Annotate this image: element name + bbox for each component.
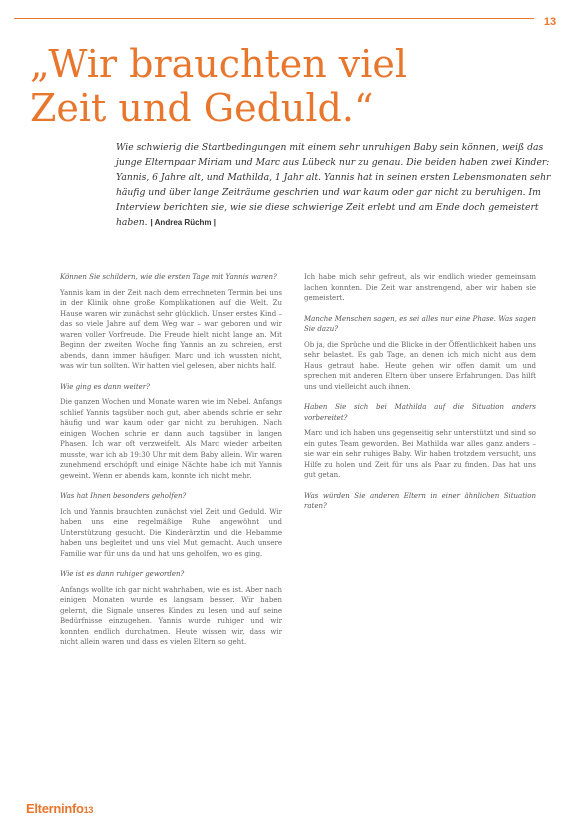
interview-question: Wie ist es dann ruhiger geworden? <box>60 570 185 578</box>
paragraph: Ich habe mich sehr gefreut, als wir endlich wieder gemeinsam lachen konnten. Die Zeit war anstrengend, aber wir haben sie gemeistert. <box>304 273 536 302</box>
footer-logo <box>26 801 93 816</box>
interview-question: Was würden Sie anderen Eltern in einer ähnlichen Situation raten? <box>304 491 536 510</box>
paragraph: Die ganzen Wochen und Monate waren wie im Nebel. Anfangs schlief Yannis tagsüber noch gut, aber abends schrie er sehr häufig und war kaum oder gar nicht zu beruhigen. Nach einigen Wochen schrie er dann auch tagsüber in langen Phasen. Ich war oft verzweifelt. Als Marc wieder arbeiten musste, war ich ab 19:30 Uhr mit dem Baby allein. Wir waren zunehmend erschöpft und einige Nächte habe ich mit Yannis geweint. Wenn er abends kam, konnte ich nicht mehr. <box>60 398 282 480</box>
author-credit: | Andrea Rüchm | <box>150 218 217 227</box>
paragraph: Yannis kam in der Zeit nach dem errechneten Termin bei uns in der Klinik ohne große Komplikationen auf die Welt. Zu Hause waren wir zunächst sehr glücklich. Unser erstes Kind – das so viele Jahre auf dem Weg war – war geboren und wir waren voller Vorfreude. Die Freude hielt nicht lange an. Mit Beginn der zweiten Woche fing Yannis an zu schreien, erst abends, dann immer häufiger. Marc und ich wussten nicht, was wir tun sollten. Wir hatten viel gelesen, aber nichts half. <box>60 288 282 370</box>
left-column <box>60 272 282 653</box>
interview-question: Wie ging es dann weiter? <box>60 382 150 391</box>
intro-body: Wie schwierig die Startbedingungen mit einem sehr unruhigen Baby sein können, weiß das junge Elternpaar Miriam und Marc aus Lübeck nur zu genau. Die beiden haben zwei Kinder: Yannis, 6 Jahre alt, und Mathilda, 1 Jahr alt. Yannis hat in seinen ersten Lebensmonaten sehr häufig und über lange Zeiträume geschrien und war kaum oder gar nicht zu beruhigen. Im Interview berichten sie, wie sie diese schwierige Zeit erlebt und am Ende doch gemeistert haben. <box>116 142 551 228</box>
interview-question: Haben Sie sich bei Mathilda auf die Situation anders vorbereitet? <box>304 403 536 422</box>
interview-question: Was hat Ihnen besonders geholfen? <box>60 492 187 500</box>
footer-logo-text: Elterninfo <box>26 801 84 816</box>
interview-question: Können Sie schildern, wie die ersten Tage mit Yannis waren? <box>60 273 277 281</box>
page-number: 13 <box>543 16 557 28</box>
footer-issue: 13 <box>83 805 94 815</box>
paragraph: Ich und Yannis brauchten zunächst viel Zeit und Geduld. Wir haben uns eine regelmäßige Ruhe angewöhnt und Unterstützung gesucht. Die Kinderärztin und die Hebamme haben uns begleitet und uns viel Mut gemacht. Auch unsere Familie war für uns da und hat uns geholfen, wo es ging. <box>60 507 282 558</box>
top-rule <box>14 18 534 19</box>
right-column <box>304 272 536 517</box>
headline: „Wir brauchten viel Zeit und Geduld.“ <box>30 42 408 130</box>
paragraph: Ob ja, die Sprüche und die Blicke in der Öffentlichkeit haben uns sehr belastet. Es gab Tage, an denen ich mich nicht aus dem Haus getraut habe. Heute gehen wir offen damit um und sprechen mit anderen Eltern über unsere Erfahrungen. Das hilft uns und vielleicht auch ihnen. <box>304 340 536 391</box>
paragraph: Anfangs wollte ich gar nicht wahrhaben, wie es ist. Aber nach einigen Monaten wurde es langsam besser. Wir haben gelernt, die Signale unseres Kindes zu lesen und auf seine Bedürfnisse einzugehen. Yannis wurde ruhiger und wir konnten endlich durchatmen. Heute wissen wir, dass wir nicht allein waren und dass es vielen Eltern so geht. <box>60 585 282 646</box>
intro-text <box>116 140 556 230</box>
interview-question: Manche Menschen sagen, es sei alles nur eine Phase. Was sagen Sie dazu? <box>304 314 536 333</box>
paragraph: Marc und ich haben uns gegenseitig sehr unterstützt und sind so ein gutes Team geworden. Bei Mathilda war alles ganz anders – sie war ein sehr ruhiges Baby. Wir haben trotzdem versucht, uns Hilfe zu holen und Zeit für uns als Paar zu finden. Das hat uns gut getan. <box>304 429 536 479</box>
